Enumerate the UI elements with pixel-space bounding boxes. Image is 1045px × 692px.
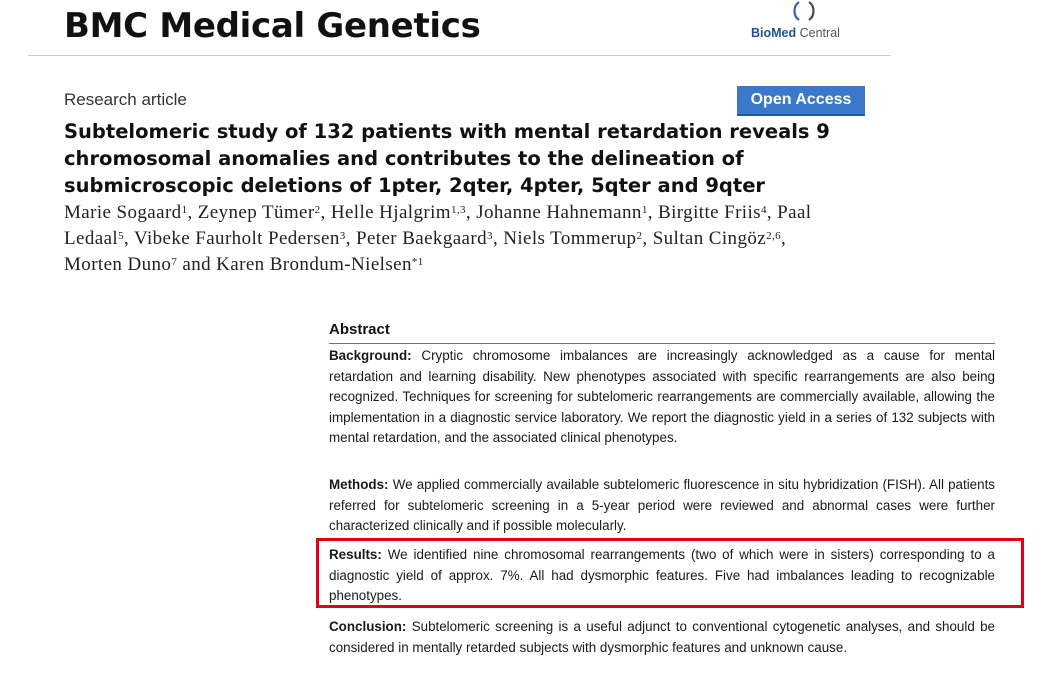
author-separator: and — [177, 254, 217, 275]
author-affiliation: 5 — [118, 230, 124, 242]
article-header — [28, 0, 890, 305]
author-name: Morten Duno — [64, 254, 172, 275]
author-affiliation: 7 — [171, 256, 178, 268]
author-separator: , — [320, 202, 331, 223]
abstract-background — [329, 346, 995, 449]
author-name: Sultan Cingöz — [652, 228, 767, 249]
author-separator: , — [781, 228, 787, 249]
author-separator: , — [124, 228, 134, 249]
author-name: Birgitte Friis — [658, 202, 761, 223]
open-access-badge: Open Access — [737, 86, 865, 116]
author-name: Johanne Hahnemann — [476, 202, 642, 223]
author-separator: , — [345, 228, 356, 249]
results-highlight-box — [316, 538, 1024, 608]
section-label: Results: — [329, 547, 382, 562]
section-label: Conclusion: — [329, 619, 407, 634]
wordmark-light: Central — [799, 26, 840, 40]
section-text: Subtelomeric screening is a useful adjunct to conventional cytogenetic analyses, and should be considered in mentally retarded subjects with dysmorphic features and unknown cause. — [329, 619, 995, 655]
journal-title: BMC Medical Genetics — [64, 6, 481, 46]
author-separator: , — [642, 228, 653, 249]
article-type: Research article — [64, 90, 187, 109]
author-name: Helle Hjalgrim — [330, 202, 451, 223]
biomed-central-logo — [751, 0, 861, 46]
author-name: Karen Brondum-Nielsen — [216, 254, 412, 275]
author-separator: , — [465, 202, 477, 223]
biomed-central-wordmark — [751, 26, 840, 40]
author-affiliation: 3 — [339, 230, 346, 242]
header-divider — [28, 55, 890, 56]
author-name: Paal Ledaal — [64, 202, 812, 249]
abstract-panel — [316, 312, 1008, 668]
author-affiliation: 1,3 — [450, 204, 466, 216]
section-text: We applied commercially available subtelomeric fluorescence in situ hybridization (FISH). All patients referred for subtelomeric screening in a 5-year period were reviewed and abnormal cases were further characterized clinically and if possible molecularly. — [329, 477, 995, 533]
author-list — [64, 200, 824, 278]
author-name: Marie Sogaard — [64, 202, 182, 223]
abstract-heading: Abstract — [329, 321, 390, 338]
author-affiliation: 1 — [641, 204, 648, 216]
author-name: Vibeke Faurholt Pedersen — [133, 228, 340, 249]
author-separator: , — [647, 202, 659, 223]
author-separator: , — [492, 228, 504, 249]
article-title: Subtelomeric study of 132 patients with mental retardation reveals 9 chromosomal anomalies and contributes to the delineation of submicroscopic deletions of 1pter, 2qter, 4pter, 5qter and 9qter — [64, 120, 830, 197]
author-separator: , — [766, 202, 778, 223]
author-name: Zeynep Tümer — [197, 202, 315, 223]
author-affiliation: *1 — [411, 256, 424, 268]
section-label: Methods: — [329, 477, 389, 492]
author-affiliation: 2 — [314, 204, 321, 216]
author-name: Niels Tommerup — [503, 228, 637, 249]
author-separator: , — [187, 202, 198, 223]
author-affiliation: 2 — [636, 230, 643, 242]
wordmark-strong: BioMed — [751, 26, 797, 40]
section-label: Background: — [329, 348, 412, 363]
abstract-divider — [329, 343, 995, 344]
author-affiliation: 1 — [181, 204, 188, 216]
abstract-conclusion — [329, 617, 995, 658]
author-affiliation: 4 — [760, 204, 767, 216]
abstract-methods — [329, 475, 995, 537]
section-text: Cryptic chromosome imbalances are increasingly acknowledged as a cause for mental retardation and learning disability. New phenotypes associated with specific rearrangements are also being recognized. Techniques for screening for subtelomeric rearrangements are commercially available, allowing the implementation in a diagnostic service laboratory. We report the diagnostic yield in a series of 132 subjects with mental retardation, and the associated clinical phenotypes. — [329, 348, 995, 445]
author-name: Peter Baekgaard — [356, 228, 488, 249]
author-affiliation: 3 — [487, 230, 493, 242]
biomed-central-logo-icon — [791, 0, 817, 22]
author-affiliation: 2,6 — [766, 230, 782, 242]
section-text: We identified nine chromosomal rearrangements (two of which were in sisters) corresponding to a diagnostic yield of approx. 7%. All had dysmorphic features. Five had imbalances leading to recognizable phenotypes. — [329, 547, 995, 603]
